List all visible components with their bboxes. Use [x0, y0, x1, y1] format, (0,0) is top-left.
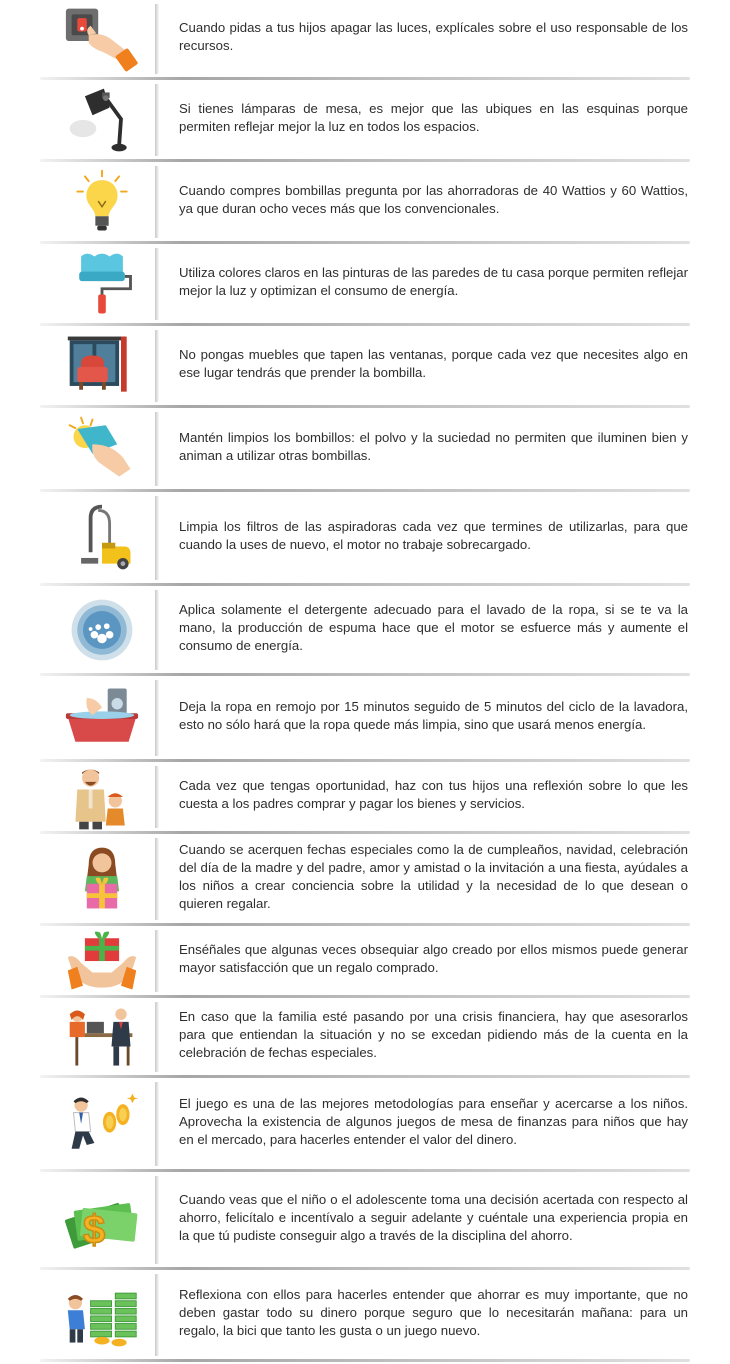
row-divider [155, 248, 159, 320]
list-item [40, 0, 690, 80]
tip-text: En caso que la familia esté pasando por una crisis financiera, hay que asesorarlos para que entiendan la situación y no se excedan pidiendo más de la cuenta en la celebración de fechas especiales. [179, 1009, 688, 1060]
list-item [40, 676, 690, 762]
switch-hand-icon [62, 5, 142, 75]
tip-text: Si tienes lámparas de mesa, es mejor que las ubiques en las esquinas porque permiten reflejar mejor la luz en todos los espacios. [179, 101, 688, 134]
paint-roller-icon [62, 249, 142, 319]
row-divider [155, 838, 159, 920]
row-divider [155, 496, 159, 580]
row-divider [155, 4, 159, 74]
tip-text: Cuando se acerquen fechas especiales como la de cumpleaños, navidad, celebración del día de la madre y del padre, amor y amistad o la invitación a una fiesta, ayúdales a los niños a crear conciencia sobre la utilidad y la necesidad de lo que desean o quieren regalar. [179, 842, 688, 911]
row-divider [155, 766, 159, 828]
list-item [40, 408, 690, 492]
tip-text: Enséñales que algunas veces obsequiar algo creado por ellos mismos puede generar mayor satisfacción que un regalo comprado. [179, 942, 688, 975]
svg-text:$: $ [83, 1207, 106, 1252]
vacuum-cleaner-icon [62, 503, 142, 573]
tip-text: Mantén limpios los bombillos: el polvo y la suciedad no permiten que iluminen bien y animan a utilizar otras bombillas. [179, 430, 688, 463]
tip-text: Utiliza colores claros en las pinturas de las paredes de tu casa porque permiten reflejar mejor la luz y optimizan el consumo de energía. [179, 265, 688, 298]
tip-text: Cuando compres bombillas pregunta por las ahorradoras de 40 Wattios y 60 Wattios, ya que duran ocho veces más que los convencionales. [179, 183, 688, 216]
list-item [40, 926, 690, 998]
tip-text: Cada vez que tengas oportunidad, haz con tus hijos una reflexión sobre lo que les cuesta a los padres comprar y pagar los bienes y servicios. [179, 778, 688, 811]
list-item [40, 998, 690, 1078]
list-item [40, 244, 690, 326]
list-item [40, 162, 690, 244]
tip-text: Cuando veas que el niño o el adolescente toma una decisión acertada con respecto al ahorro, felicítalo e incentívalo a seguir adelante y cuéntale una experiencia propia en la que tú pudiste conseguir algo a través de la disciplina del ahorro. [179, 1192, 688, 1243]
kid-money-stacks-icon [62, 1280, 142, 1350]
laundry-basin-icon [62, 683, 142, 753]
row-divider [155, 330, 159, 402]
list-item [40, 586, 690, 676]
father-child-icon [62, 763, 142, 833]
row-divider [155, 412, 159, 486]
row-divider [155, 1176, 159, 1264]
tip-text: Reflexiona con ellos para hacerles entender que ahorrar es muy importante, que no deben gastar todo su dinero porque seguro que lo necesitarán mañana: para un regalo, la bici que tanto les gusta o un juego nuevo. [179, 1287, 688, 1338]
list-item [40, 1078, 690, 1172]
tip-text: No pongas muebles que tapen las ventanas, porque cada vez que necesites algo en ese lugar tendrás que prender la bombilla. [179, 347, 688, 380]
list-item [40, 1270, 690, 1362]
tip-text: Aplica solamente el detergente adecuado para el lavado de la ropa, si se te va la mano, la producción de espuma hace que el motor se esfuerce más y aumente el consumo de energía. [179, 602, 688, 653]
row-divider [155, 680, 159, 756]
desk-lamp-icon [62, 85, 142, 155]
row-divider [155, 84, 159, 156]
tip-text: El juego es una de las mejores metodologías para enseñar y acercarse a los niños. Aprovecha la existencia de algunos juegos de mesa de finanzas para niños que hay en el mercado, para hacerles entender el valor del dinero. [179, 1096, 688, 1147]
list-item [40, 1172, 690, 1270]
row-divider [155, 1002, 159, 1072]
list-item [40, 80, 690, 162]
tip-text: Cuando pidas a tus hijos apagar las luces, explícales sobre el uso responsable de los recursos. [179, 20, 688, 53]
row-divider [155, 1082, 159, 1166]
financial-advisor-icon [62, 1003, 142, 1073]
list-item [40, 326, 690, 408]
row-divider [155, 930, 159, 992]
row-divider [155, 166, 159, 238]
list-item [40, 762, 690, 834]
hands-gift-icon [62, 927, 142, 997]
list-item [40, 492, 690, 586]
boy-coins-icon [62, 1090, 142, 1160]
girl-gift-icon [62, 844, 142, 914]
list-item [40, 834, 690, 926]
window-armchair-icon [62, 331, 142, 401]
tip-text: Deja la ropa en remojo por 15 minutos seguido de 5 minutos del ciclo de la lavadora, esto no sólo hará que la ropa quede más limpia, sino que usará menos energía. [179, 699, 688, 732]
cleaning-bulb-icon [62, 414, 142, 484]
tip-text: Limpia los filtros de las aspiradoras cada vez que termines de utilizarlas, para que cuando la uses de nuevo, el motor no trabaje sobrecargado. [179, 519, 688, 552]
row-divider [155, 590, 159, 670]
money-bills-icon [62, 1186, 142, 1256]
washing-machine-drum-icon [62, 595, 142, 665]
row-divider [155, 1274, 159, 1356]
light-bulb-icon [62, 167, 142, 237]
